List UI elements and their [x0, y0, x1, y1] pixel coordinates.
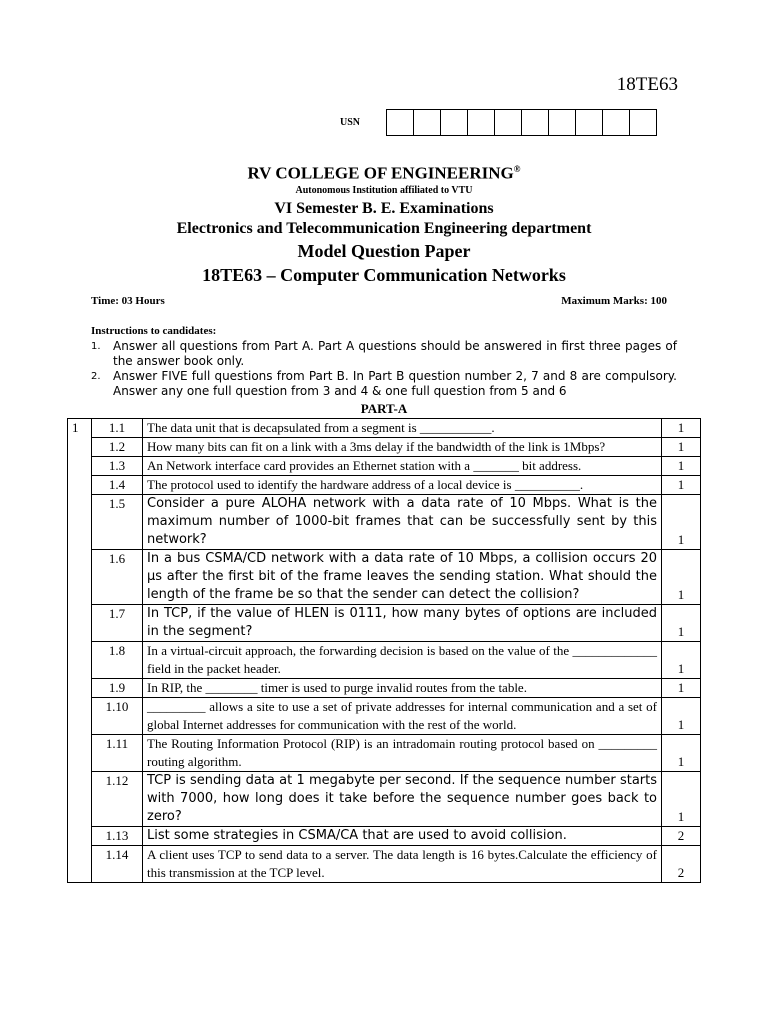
question-text: An Network interface card provides an Ethernet station with a _______ bit address.: [143, 457, 662, 476]
table-row: [68, 642, 701, 679]
question-text: The data unit that is decapsulated from a segment is ___________.: [143, 419, 662, 438]
sub-question-number: 1.13: [92, 827, 143, 846]
sub-question-number: 1.7: [92, 605, 143, 642]
usn-box: [414, 109, 441, 136]
college-name: [0, 158, 768, 185]
instruction-item: [91, 339, 677, 369]
table-row: [68, 827, 701, 846]
usn-box: [441, 109, 468, 136]
usn-box: [387, 109, 414, 136]
sub-question-number: 1.8: [92, 642, 143, 679]
question-marks: 1: [662, 419, 701, 438]
instruction-text: Answer FIVE full questions from Part B. In Part B question number 2, 7 and 8 are compulsory. Answer any one full question from 3 and 4 & one full question from 5 and 6: [113, 369, 677, 398]
question-marks: 1: [662, 550, 701, 605]
question-text: In RIP, the ________ timer is used to purge invalid routes from the table.: [143, 679, 662, 698]
question-text: _________ allows a site to use a set of private addresses for internal communication and a set of global Internet addresses for communication with the rest of the world.: [143, 698, 662, 735]
question-text: In a virtual-circuit approach, the forwarding decision is based on the value of the _____________ field in the packet header.: [143, 642, 662, 679]
table-row: [68, 419, 701, 438]
question-marks: 1: [662, 605, 701, 642]
usn-box: [522, 109, 549, 136]
usn-box: [576, 109, 603, 136]
usn-label: USN: [340, 117, 361, 128]
exam-meta: [91, 295, 667, 307]
question-marks: 1: [662, 772, 701, 827]
course-title: 18TE63 – Computer Communication Networks: [202, 264, 566, 285]
question-marks: 1: [662, 457, 701, 476]
course-code: 18TE63: [616, 74, 678, 95]
instructions-list: [91, 339, 677, 399]
table-row: [68, 679, 701, 698]
table-row: [68, 605, 701, 642]
instruction-number: 1.: [91, 341, 101, 352]
question-marks: 1: [662, 642, 701, 679]
instructions-title: Instructions to candidates:: [91, 325, 217, 337]
instructions: [91, 325, 677, 399]
maximum-marks: Maximum Marks: 100: [561, 295, 667, 307]
table-row: [68, 698, 701, 735]
sub-question-number: 1.14: [92, 846, 143, 883]
question-text: The Routing Information Protocol (RIP) is an intradomain routing protocol based on _________ routing algorithm.: [143, 735, 662, 772]
question-text: How many bits can fit on a link with a 3ms delay if the bandwidth of the link is 1Mbps?: [143, 438, 662, 457]
table-row: [68, 846, 701, 883]
usn-boxes: [386, 109, 657, 136]
question-text: The protocol used to identify the hardware address of a local device is __________.: [143, 476, 662, 495]
usn-field: [340, 109, 657, 136]
exam-header: [0, 158, 768, 287]
table-row: [68, 457, 701, 476]
question-marks: 1: [662, 698, 701, 735]
question-marks: 1: [662, 495, 701, 550]
registered-mark: ®: [513, 164, 521, 174]
question-marks: 2: [662, 846, 701, 883]
usn-box: [549, 109, 576, 136]
sub-question-number: 1.2: [92, 438, 143, 457]
sub-question-number: 1.4: [92, 476, 143, 495]
usn-box: [603, 109, 630, 136]
part-title: PART-A: [360, 401, 408, 416]
table-row: [68, 495, 701, 550]
semester: VI Semester B. E. Examinations: [274, 199, 494, 217]
sub-question-number: 1.12: [92, 772, 143, 827]
question-marks: 1: [662, 438, 701, 457]
instruction-item: [91, 369, 677, 399]
table-row: [68, 476, 701, 495]
question-number: 1: [68, 419, 92, 883]
instruction-number: 2.: [91, 371, 101, 382]
questions-table: [67, 418, 701, 883]
question-text: In a bus CSMA/CD network with a data rate of 10 Mbps, a collision occurs 20 µs after the first bit of the frame leaves the sending station. What should the length of the frame be so that the sender can detect the collision?: [143, 550, 662, 605]
question-text: Consider a pure ALOHA network with a data rate of 10 Mbps. What is the maximum number of 1000-bit frames that can be successfully sent by this network?: [143, 495, 662, 550]
sub-question-number: 1.3: [92, 457, 143, 476]
affiliation: Autonomous Institution affiliated to VTU: [295, 184, 473, 196]
question-marks: 1: [662, 735, 701, 772]
question-text: A client uses TCP to send data to a server. The data length is 16 bytes.Calculate the efficiency of this transmission at the TCP level.: [143, 846, 662, 883]
usn-box: [495, 109, 522, 136]
question-marks: 1: [662, 679, 701, 698]
sub-question-number: 1.9: [92, 679, 143, 698]
table-row: [68, 772, 701, 827]
time-allowed: Time: 03 Hours: [91, 295, 165, 307]
table-row: [68, 550, 701, 605]
question-marks: 1: [662, 476, 701, 495]
question-text: In TCP, if the value of HLEN is 0111, how many bytes of options are included in the segment?: [143, 605, 662, 642]
question-text: TCP is sending data at 1 megabyte per second. If the sequence number starts with 7000, how long does it take before the sequence number goes back to zero?: [143, 772, 662, 827]
instruction-text: Answer all questions from Part A. Part A questions should be answered in first three pages of the answer book only.: [113, 339, 677, 368]
usn-box: [468, 109, 495, 136]
sub-question-number: 1.11: [92, 735, 143, 772]
question-text: List some strategies in CSMA/CA that are used to avoid collision.: [143, 827, 662, 846]
question-marks: 2: [662, 827, 701, 846]
sub-question-number: 1.6: [92, 550, 143, 605]
paper-type: Model Question Paper: [297, 240, 471, 261]
sub-question-number: 1.1: [92, 419, 143, 438]
college-name-text: RV COLLEGE OF ENGINEERING: [247, 163, 514, 183]
sub-question-number: 1.10: [92, 698, 143, 735]
table-row: [68, 438, 701, 457]
table-row: [68, 735, 701, 772]
usn-box: [630, 109, 657, 136]
department: Electronics and Telecommunication Engineering department: [176, 219, 592, 237]
sub-question-number: 1.5: [92, 495, 143, 550]
